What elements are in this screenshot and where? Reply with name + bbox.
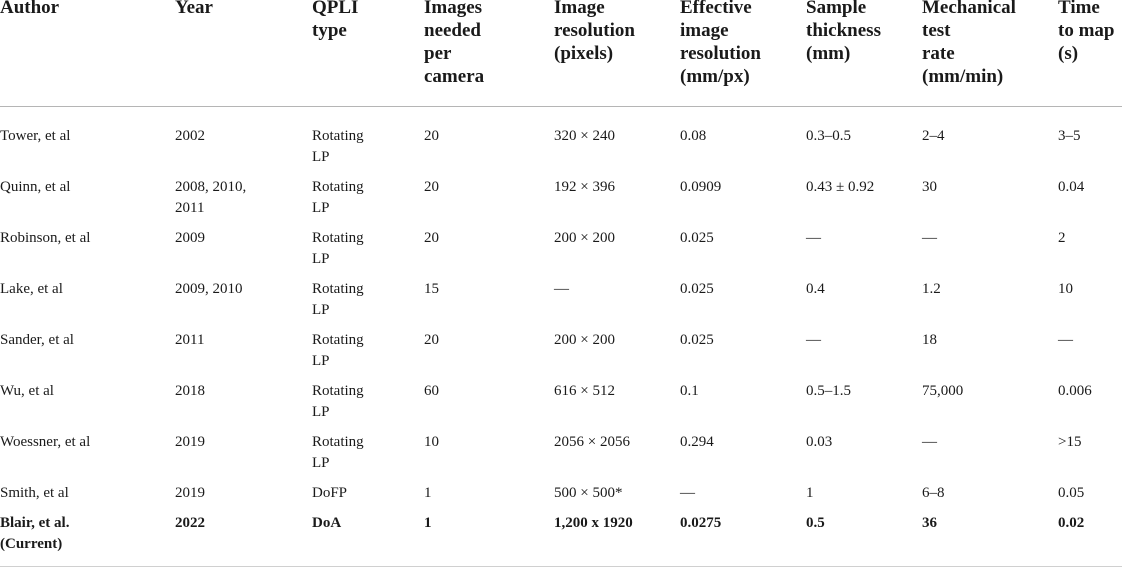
cell-test-rate: 75,000 [922, 383, 964, 399]
cell-test-rate: 2–4 [922, 128, 945, 144]
table-row [0, 260, 1122, 318]
cell-year: 2022 [175, 515, 205, 531]
cell-images-needed: 1 [424, 515, 432, 531]
cell-author: Woessner, et al [0, 434, 91, 450]
cell-year: 2011 [175, 332, 205, 348]
cell-image-resolution: 500 × 500* [554, 485, 623, 501]
cell-author: Quinn, et al [0, 179, 71, 195]
cell-time-to-map: 0.04 [1058, 179, 1085, 195]
cell-time-to-map: 2 [1058, 230, 1066, 246]
cell-image-resolution: — [554, 281, 569, 297]
cell-qpli-type: Rotating LP [312, 281, 364, 318]
cell-sample-thickness: 0.4 [806, 281, 825, 297]
cell-images-needed: 20 [424, 332, 439, 348]
cell-sample-thickness: 0.5–1.5 [806, 383, 851, 399]
cell-effective-resolution: 0.0275 [680, 515, 722, 531]
cell-qpli-type: Rotating LP [312, 332, 364, 369]
cell-author: Blair, et al. (Current) [0, 515, 70, 552]
cell-year: 2009, 2010 [175, 281, 243, 297]
cell-image-resolution: 2056 × 2056 [554, 434, 630, 450]
cell-time-to-map: — [1058, 332, 1073, 348]
cell-author: Tower, et al [0, 128, 71, 144]
table-row-current [0, 494, 1122, 552]
cell-sample-thickness: 0.43 ± 0.92 [806, 179, 875, 195]
cell-images-needed: 20 [424, 230, 439, 246]
cell-qpli-type: Rotating LP [312, 434, 364, 471]
cell-time-to-map: 10 [1058, 281, 1073, 297]
header-image-resolution: Image resolution (pixels) [554, 0, 635, 64]
cell-author: Smith, et al [0, 485, 69, 501]
cell-images-needed: 60 [424, 383, 439, 399]
cell-effective-resolution: 0.025 [680, 230, 714, 246]
cell-image-resolution: 1,200 x 1920 [554, 515, 633, 531]
cell-year: 2019 [175, 485, 205, 501]
header-sample-thickness: Sample thickness (mm) [806, 0, 881, 64]
cell-year: 2002 [175, 128, 205, 144]
table-row [0, 464, 1122, 501]
header-author: Author [0, 0, 60, 18]
cell-image-resolution: 192 × 396 [554, 179, 615, 195]
cell-year: 2009 [175, 230, 205, 246]
cell-qpli-type: Rotating LP [312, 179, 364, 216]
cell-author: Robinson, et al [0, 230, 91, 246]
cell-test-rate: — [922, 434, 937, 450]
table-row [0, 107, 1122, 165]
table-row [0, 209, 1122, 267]
cell-author: Wu, et al [0, 383, 54, 399]
cell-test-rate: 36 [922, 515, 937, 531]
table-row [0, 158, 1122, 216]
cell-test-rate: 1.2 [922, 281, 941, 297]
cell-effective-resolution: 0.1 [680, 383, 699, 399]
cell-time-to-map: 0.02 [1058, 515, 1085, 531]
table-header [0, 0, 1122, 107]
cell-year: 2018 [175, 383, 205, 399]
cell-effective-resolution: 0.08 [680, 128, 707, 144]
cell-qpli-type: DoFP [312, 485, 348, 501]
cell-test-rate: 30 [922, 179, 937, 195]
cell-sample-thickness: 0.3–0.5 [806, 128, 851, 144]
cell-year: 2019 [175, 434, 205, 450]
cell-images-needed: 1 [424, 485, 432, 501]
cell-effective-resolution: — [680, 485, 695, 501]
cell-time-to-map: 0.05 [1058, 485, 1085, 501]
cell-image-resolution: 320 × 240 [554, 128, 615, 144]
cell-sample-thickness: — [806, 332, 821, 348]
header-year: Year [175, 0, 213, 18]
cell-test-rate: — [922, 230, 937, 246]
header-effective-resolution: Effective image resolution (mm/px) [680, 0, 761, 87]
header-images-needed: Images needed per camera [424, 0, 485, 87]
cell-year: 2008, 2010, 2011 [175, 179, 247, 216]
header-qpli-type: QPLI type [312, 0, 359, 41]
cell-images-needed: 15 [424, 281, 439, 297]
cell-time-to-map: >15 [1058, 434, 1082, 450]
cell-images-needed: 10 [424, 434, 439, 450]
cell-author: Sander, et al [0, 332, 74, 348]
cell-sample-thickness: 0.03 [806, 434, 833, 450]
cell-sample-thickness: 0.5 [806, 515, 825, 531]
cell-sample-thickness: — [806, 230, 821, 246]
table-bottom-rule [0, 566, 1122, 567]
header-time-to-map: Time to map (s) [1058, 0, 1115, 64]
cell-test-rate: 6–8 [922, 485, 945, 501]
cell-qpli-type: Rotating LP [312, 128, 364, 165]
cell-qpli-type: DoA [312, 515, 342, 531]
cell-effective-resolution: 0.025 [680, 332, 714, 348]
cell-qpli-type: Rotating LP [312, 230, 364, 267]
cell-image-resolution: 200 × 200 [554, 332, 615, 348]
cell-qpli-type: Rotating LP [312, 383, 364, 420]
table-row [0, 311, 1122, 369]
cell-image-resolution: 616 × 512 [554, 383, 615, 399]
table-row [0, 362, 1122, 420]
header-test-rate: Mechanical test rate (mm/min) [922, 0, 1016, 87]
cell-images-needed: 20 [424, 179, 439, 195]
cell-effective-resolution: 0.294 [680, 434, 714, 450]
cell-author: Lake, et al [0, 281, 63, 297]
table-row [0, 413, 1122, 471]
cell-test-rate: 18 [922, 332, 937, 348]
cell-sample-thickness: 1 [806, 485, 814, 501]
cell-effective-resolution: 0.025 [680, 281, 714, 297]
cell-effective-resolution: 0.0909 [680, 179, 722, 195]
cell-time-to-map: 3–5 [1058, 128, 1081, 144]
cell-time-to-map: 0.006 [1058, 383, 1092, 399]
cell-image-resolution: 200 × 200 [554, 230, 615, 246]
cell-images-needed: 20 [424, 128, 439, 144]
